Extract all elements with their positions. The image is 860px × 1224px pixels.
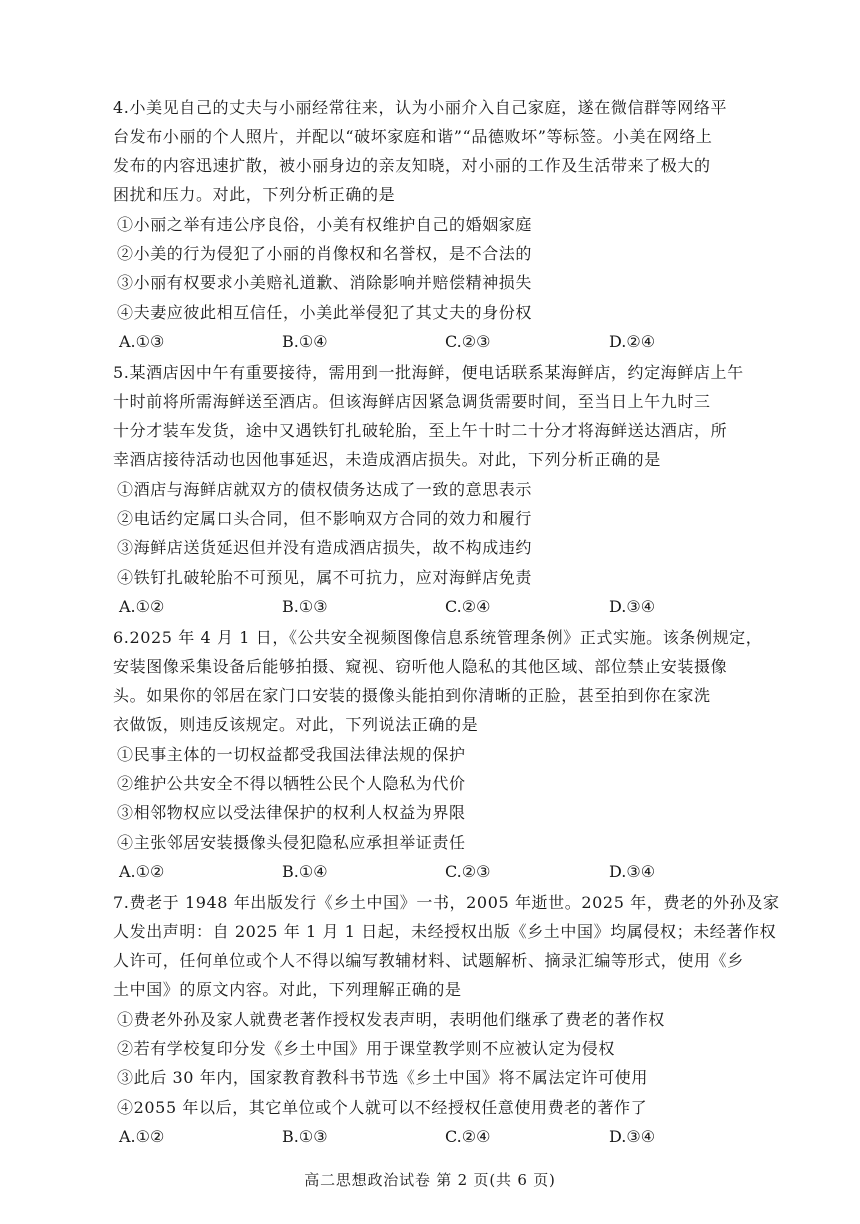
question-stem-line: 6.2025 年 4 月 1 日，《公共安全视频图像信息系统管理条例》正式实施。该条例规定， [113,628,763,647]
statement-option: ④主张邻居安装摄像头侵犯隐私应承担举证责任 [117,833,466,852]
statement-option: ④2055 年以后，其它单位或个人就可以不经授权任意使用费老的著作了 [117,1098,648,1117]
statement-option: ②若有学校复印分发《乡土中国》用于课堂教学则不应被认定为侵权 [117,1039,616,1058]
statement-option: ④铁钉扎破轮胎不可预见，属不可抗力，应对海鲜店免责 [117,568,533,587]
statement-option: ①民事主体的一切权益都受我国法律法规的保护 [117,745,466,764]
answer-choice-c[interactable]: C.②④ [445,1127,491,1146]
statement-option: ④夫妻应彼此相互信任，小美此举侵犯了其丈夫的身份权 [117,303,533,322]
answer-choice-b[interactable]: B.①③ [282,1127,328,1146]
answer-choice-b[interactable]: B.①④ [282,332,328,351]
answer-choice-b[interactable]: B.①④ [282,862,328,881]
statement-option: ③海鲜店送货延迟但并没有造成酒店损失，故不构成违约 [117,538,533,557]
question-stem-line: 十时前将所需海鲜送至酒店。但该海鲜店因紧急调货需要时间，至当日上午九时三 [113,392,711,411]
statement-option: ③相邻物权应以受法律保护的权利人权益为界限 [117,803,466,822]
answer-choices [119,597,679,617]
answer-choice-c[interactable]: C.②③ [445,332,491,351]
statement-option: ③此后 30 年内，国家教育教科书节选《乡土中国》将不属法定许可使用 [117,1068,648,1087]
question-stem-line: 土中国》的原文内容。对此，下列理解正确的是 [113,980,462,999]
question-stem-line: 7.费老于 1948 年出版发行《乡土中国》一书，2005 年逝世。2025 年，费老的外孙及家 [113,893,780,912]
question-stem-line: 幸酒店接待活动也因他事延迟，未造成酒店损失。对此，下列分析正确的是 [113,450,661,469]
statement-option: ①费老外孙及家人就费老著作授权发表声明，表明他们继承了费老的著作权 [117,1010,665,1029]
statement-option: ②维护公共安全不得以牺牲公民个人隐私为代价 [117,774,466,793]
answer-choice-b[interactable]: B.①③ [282,597,328,616]
statement-option: ②小美的行为侵犯了小丽的肖像权和名誉权，是不合法的 [117,244,533,263]
question-stem-line: 4.小美见自己的丈夫与小丽经常往来，认为小丽介入自己家庭，遂在微信群等网络平 [113,98,728,117]
statement-option: ①小丽之举有违公序良俗，小美有权维护自己的婚姻家庭 [117,215,533,234]
question-stem-line: 衣做饭，则违反该规定。对此，下列说法正确的是 [113,715,479,734]
question-stem-line: 5.某酒店因中午有重要接待，需用到一批海鲜，便电话联系某海鲜店，约定海鲜店上午 [113,363,744,382]
answer-choice-c[interactable]: C.②③ [445,862,491,881]
answer-choice-c[interactable]: C.②④ [445,597,491,616]
answer-choice-d[interactable]: D.③④ [609,1127,656,1146]
statement-option: ②电话约定属口头合同，但不影响双方合同的效力和履行 [117,509,533,528]
question-stem-line: 安装图像采集设备后能够拍摄、窥视、窃听他人隐私的其他区域、部位禁止安装摄像 [113,657,728,676]
question-stem-line: 人许可，任何单位或个人不得以编写教辅材料、试题解析、摘录汇编等形式，使用《乡 [113,951,744,970]
answer-choice-a[interactable]: A.①② [119,1127,165,1146]
answer-choice-d[interactable]: D.②④ [609,332,656,351]
question-stem-line: 台发布小丽的个人照片，并配以“破坏家庭和谐”“品德败坏”等标签。小美在网络上 [113,127,713,146]
answer-choices [119,332,679,352]
question-stem-line: 发布的内容迅速扩散，被小丽身边的亲友知晓，对小丽的工作及生活带来了极大的 [113,156,711,175]
question-stem-line: 头。如果你的邻居在家门口安装的摄像头能拍到你清晰的正脸，甚至拍到你在家洗 [113,686,711,705]
page-footer: 高二思想政治试卷 第 2 页(共 6 页) [304,1171,556,1189]
answer-choice-d[interactable]: D.③④ [609,597,656,616]
answer-choices [119,862,679,882]
answer-choice-a[interactable]: A.①② [119,597,165,616]
question-stem-line: 十分才装车发货，途中又遇铁钉扎破轮胎，至上午十时二十分才将海鲜送达酒店，所 [113,421,728,440]
answer-choices [119,1127,679,1147]
question-stem-line: 人发出声明：自 2025 年 1 月 1 日起，未经授权出版《乡土中国》均属侵权；未经著作权 [113,922,777,941]
statement-option: ③小丽有权要求小美赔礼道歉、消除影响并赔偿精神损失 [117,273,533,292]
answer-choice-d[interactable]: D.③④ [609,862,656,881]
question-stem-line: 困扰和压力。对此，下列分析正确的是 [113,185,396,204]
answer-choice-a[interactable]: A.①③ [119,332,165,351]
answer-choice-a[interactable]: A.①② [119,862,165,881]
statement-option: ①酒店与海鲜店就双方的债权债务达成了一致的意思表示 [117,480,533,499]
